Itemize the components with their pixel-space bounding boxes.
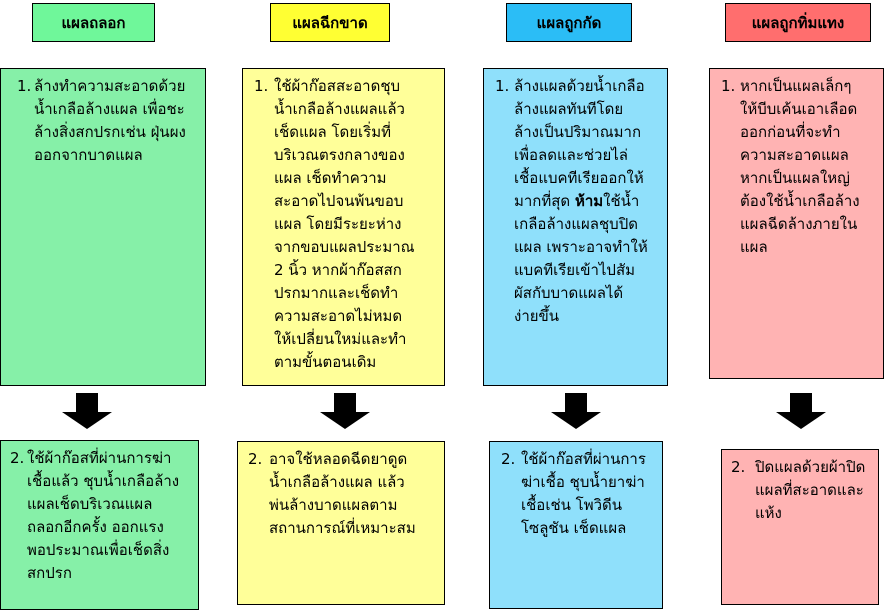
header-puncture-label: แผลถูกทิ่มแทง xyxy=(751,13,845,32)
bite-step-1 xyxy=(483,68,668,386)
bite-step-2-text: ใช้ผ้าก๊อสที่ผ่านการ ฆ่าเชื้อ ชุบน้ำยาฆ่า เชื้อเช่น โพวิดีน โซลูชัน เช็ดแผล xyxy=(521,450,646,537)
arrow-down-icon xyxy=(62,393,112,433)
bite-step-1-text-b: ใช้น้ำ เกลือล้างแผลชุบปิด แผล เพราะอาจทำให้ แบคทีเรียเข้าไปสัม ผัสกับบาดแผลได้ ง่ายขึ้น xyxy=(514,192,648,325)
header-abrasion xyxy=(32,3,155,42)
abrasion-step-2-text: ใช้ผ้าก๊อสที่ผ่านการฆ่า เชื้อแล้ว ชุบน้ำเกลือล้าง แผลเช็ดบริเวณแผล ถลอกอีกครั้ง ออกแรง พอประมาณเพื่อเช็ดสิ่ง สกปรก xyxy=(27,449,180,582)
bite-step-1-text-a: ล้างแผลด้วยน้ำเกลือ ล้างแผลทันทีโดย ล้างเป็นปริมาณมาก เพื่อลดและช่วยไล่ เชื้อแบคทีเรียออกให้ มากที่สุด xyxy=(514,77,645,210)
abrasion-step-1 xyxy=(0,68,206,386)
laceration-step-1 xyxy=(242,68,445,386)
header-abrasion-label: แผลถลอก xyxy=(61,13,126,32)
laceration-step-2-text: อาจใช้หลอดฉีดยาดูด น้ำเกลือล้างแผล แล้ว พ่นล้างบาดแผลตาม สถานการณ์ที่เหมาะสม xyxy=(269,450,416,537)
laceration-step-1-number: 1. xyxy=(254,77,269,95)
arrow-down-icon xyxy=(776,393,826,433)
puncture-step-2 xyxy=(721,449,879,605)
bite-step-1-number: 1. xyxy=(495,77,510,95)
abrasion-step-1-text: ล้างทำความสะอาดด้วย น้ำเกลือล้างแผล เพื่อชะ ล้างสิ่งสกปรกเช่น ฝุ่นผง ออกจากบาดแผล xyxy=(34,77,186,164)
laceration-step-2 xyxy=(237,441,445,605)
bite-step-1-warning: ห้าม xyxy=(574,192,604,210)
abrasion-step-2 xyxy=(0,440,199,610)
arrow-down-icon xyxy=(551,393,601,433)
puncture-step-2-text: ปิดแผลด้วยผ้าปิด แผลที่สะอาดและ แห้ง xyxy=(755,458,866,522)
arrow-down-icon xyxy=(320,393,370,433)
puncture-step-1-text: หากเป็นแผลเล็กๆ ให้บีบเค้นเอาเลือด ออกก่อนที่จะทำ ความสะอาดแผล หากเป็นแผลใหญ่ ต้องใช้น้ำเกลือล้าง แผลฉีดล้างภายใน แผล xyxy=(740,77,860,256)
header-puncture xyxy=(725,3,871,42)
bite-step-2-number: 2. xyxy=(501,450,516,468)
header-laceration xyxy=(270,3,390,42)
abrasion-step-2-number: 2. xyxy=(10,449,25,467)
laceration-step-2-number: 2. xyxy=(248,450,263,468)
abrasion-step-1-number: 1. xyxy=(17,77,32,95)
header-bite-label: แผลถูกกัด xyxy=(536,13,602,32)
laceration-step-1-text: ใช้ผ้าก๊อสสะอาดชุบ น้ำเกลือล้างแผลแล้ว เช็ดแผล โดยเริ่มที่ บริเวณตรงกลางของ แผล เช็ดทำความ สะอาดไปจนพ้นขอบ แผล โดยมีระยะห่าง จากขอบแผลประมาณ 2 นิ้ว หากผ้าก๊อสสก ปรกมากและเช็ดทำ ความสะอาดไม่หมด ให้เปลี่ยนใหม่และทำ ตามขั้นตอนเดิม xyxy=(274,77,415,371)
bite-step-2 xyxy=(489,441,663,609)
header-bite xyxy=(506,3,632,42)
puncture-step-1-number: 1. xyxy=(721,77,736,95)
bite-step-1-text xyxy=(514,75,648,328)
header-laceration-label: แผลฉีกขาด xyxy=(292,13,368,32)
puncture-step-2-number: 2. xyxy=(731,458,746,476)
puncture-step-1 xyxy=(709,68,884,379)
